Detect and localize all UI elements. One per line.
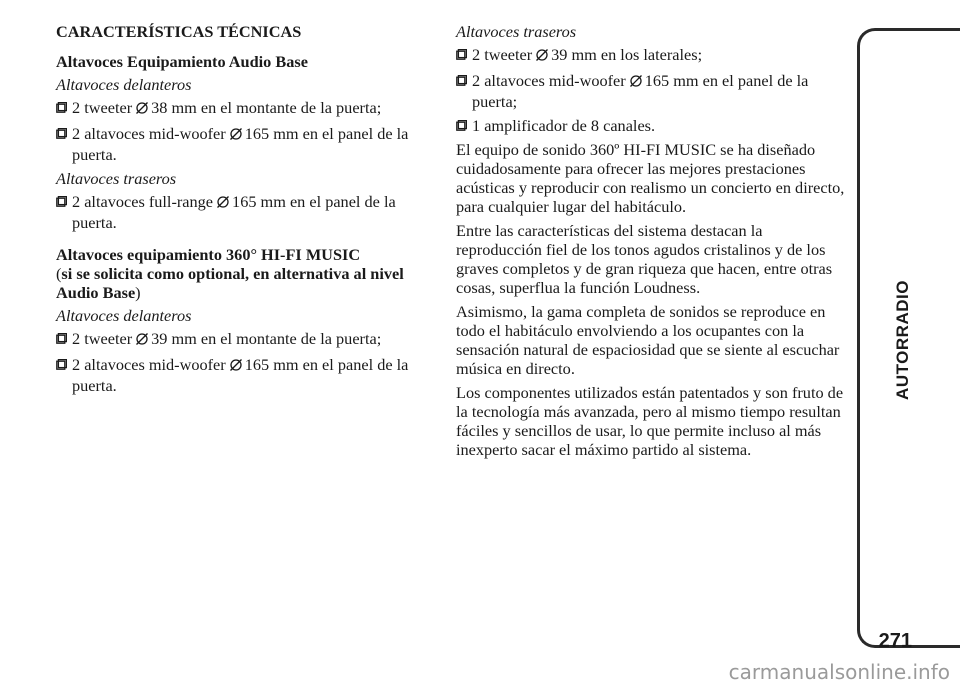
description-paragraph: Asimismo, la gama completa de sonidos se reproduce en todo el habitáculo envolviendo a los ocupantes con la sensación natural de espaciosidad que se siente al escuchar música en directo. (456, 302, 840, 378)
hifi-rear-speakers-title: Altavoces traseros (456, 22, 577, 41)
item-spec: 165 mm en el panel de la puerta. (72, 124, 409, 164)
right-column (456, 22, 848, 464)
diameter-symbol-icon (135, 331, 149, 350)
hifi-subtitle-open: ( (56, 264, 62, 283)
hifi-front-speakers-title: Altavoces delanteros (56, 306, 192, 325)
list-item (56, 355, 438, 395)
item-text: 2 altavoces mid-woofer (472, 71, 626, 90)
diameter-symbol-icon (229, 357, 243, 376)
list-item (56, 124, 438, 164)
checkbox-square-icon (56, 359, 67, 370)
chapter-tab-label: AUTORRADIO (893, 280, 913, 400)
description-paragraph: El equipo de sonido 360º HI-FI MUSIC se ha diseñado cuidadosamente para ofrecer las mejores prestaciones acústicas y reproducir con realismo un concierto en directo, para cualquier lugar del habitáculo. (456, 140, 845, 216)
item-text: 2 altavoces mid-woofer (72, 124, 226, 143)
hifi-title: Altavoces equipamiento 360° HI-FI MUSIC (56, 245, 361, 264)
diameter-symbol-icon (135, 100, 149, 119)
diameter-symbol-icon (629, 73, 643, 92)
item-text: 2 tweeter (72, 329, 133, 348)
item-spec: 39 mm en los laterales; (551, 45, 703, 64)
item-text: 2 altavoces mid-woofer (72, 355, 226, 374)
diameter-symbol-icon (535, 47, 549, 66)
checkbox-square-icon (56, 102, 67, 113)
section-heading: CARACTERÍSTICAS TÉCNICAS (56, 22, 302, 41)
list-item (456, 71, 848, 111)
hifi-subtitle-text: si se solicita como optional, en alternativa al nivel Audio Base (56, 264, 404, 302)
page-number: 271 (878, 630, 912, 652)
checkbox-square-icon (56, 196, 67, 207)
item-text: 1 amplificador de 8 canales. (472, 116, 656, 135)
front-speakers-title: Altavoces delanteros (56, 75, 192, 94)
chapter-tab-label-wrap (873, 280, 933, 400)
checkbox-square-icon (456, 120, 467, 131)
diameter-symbol-icon (216, 194, 230, 213)
left-column (56, 22, 438, 400)
hifi-subtitle-close: ) (135, 283, 141, 302)
list-item (56, 192, 438, 232)
list-item (56, 329, 438, 350)
hifi-rear-speakers-list (456, 45, 848, 135)
diameter-symbol-icon (229, 126, 243, 145)
item-spec: 165 mm en el panel de la puerta; (472, 71, 809, 111)
list-item (456, 45, 848, 66)
hifi-front-speakers-list (56, 329, 438, 395)
watermark: carmanualsonline.info (728, 660, 950, 684)
list-item (56, 98, 438, 119)
item-spec: 165 mm en el panel de la puerta. (72, 355, 409, 395)
list-item (456, 116, 848, 135)
item-spec: 165 mm en el panel de la puerta. (72, 192, 396, 232)
checkbox-square-icon (456, 49, 467, 60)
item-text: 2 altavoces full-range (72, 192, 214, 211)
checkbox-square-icon (56, 128, 67, 139)
hifi-subtitle (56, 264, 438, 302)
rear-speakers-title: Altavoces traseros (56, 169, 177, 188)
item-spec: 38 mm en el montante de la puerta; (151, 98, 382, 117)
checkbox-square-icon (56, 333, 67, 344)
description-paragraph: Los componentes utilizados están patentados y son fruto de la tecnología más avanzada, pero al mismo tiempo resultan fáciles y sencillos de usar, lo que permite incluso al más inexperto sacar el máximo partido al sistema. (456, 383, 844, 459)
item-text: 2 tweeter (472, 45, 533, 64)
description-paragraph: Entre las características del sistema destacan la reproducción fiel de los tonos agudos cristalinos y de los graves completos y de gran riqueza que hacen, entre otras cosas, superflua la función Loudness. (456, 221, 833, 297)
item-spec: 39 mm en el montante de la puerta; (151, 329, 382, 348)
description-paragraphs (456, 140, 848, 459)
checkbox-square-icon (456, 75, 467, 86)
front-speakers-list (56, 98, 438, 164)
base-audio-title: Altavoces Equipamiento Audio Base (56, 52, 308, 71)
rear-speakers-list (56, 192, 438, 232)
item-text: 2 tweeter (72, 98, 133, 117)
